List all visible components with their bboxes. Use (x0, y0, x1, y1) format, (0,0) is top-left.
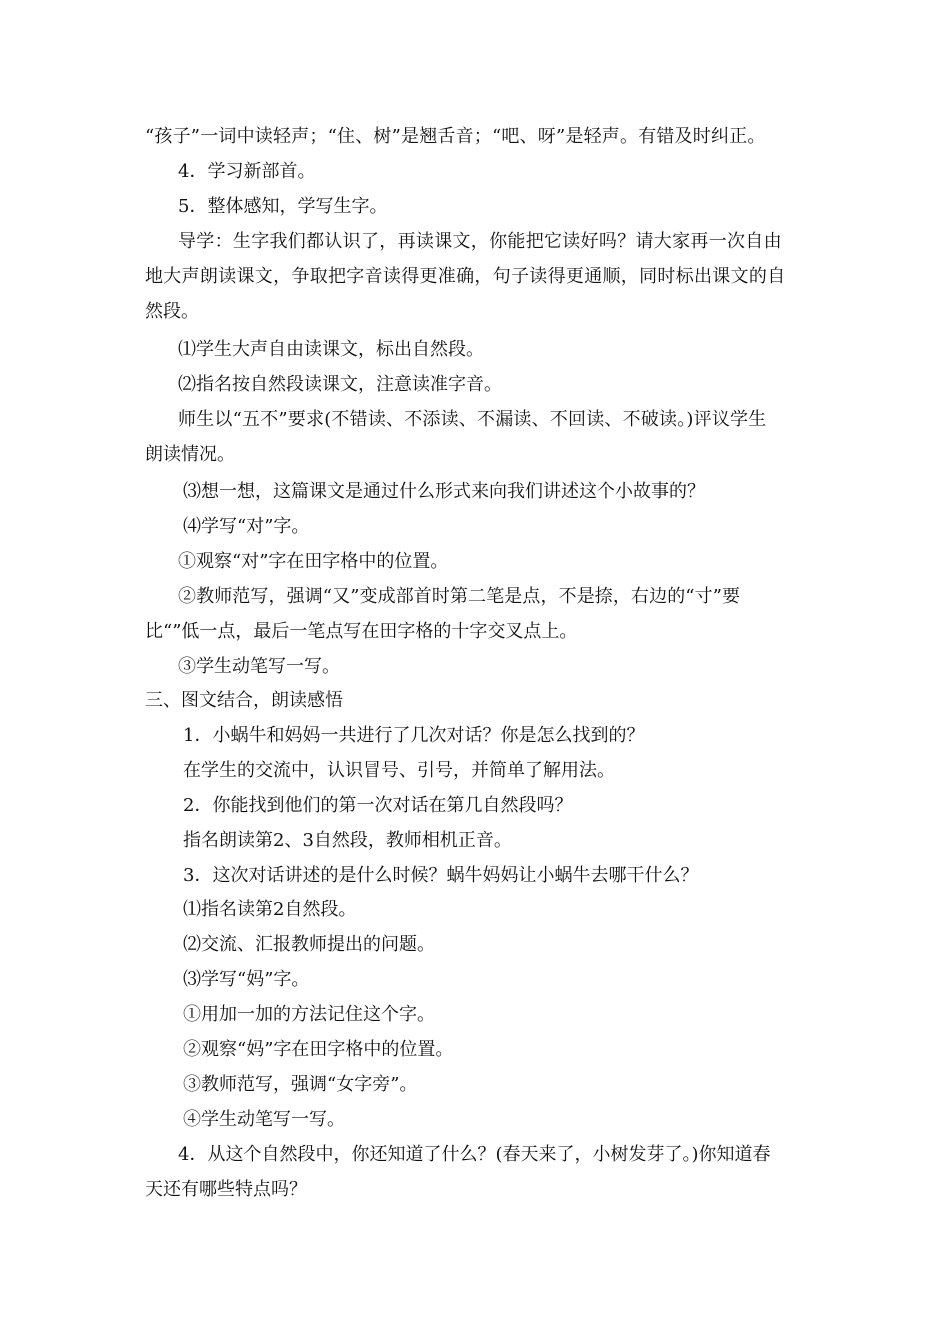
text-line: ①用加一加的方法记住这个字。 (183, 1004, 435, 1025)
text-line: “孩子”一词中读轻声；“住、树”是翘舌音；“吧、呀”是轻声。有错及时纠正。 (145, 126, 766, 147)
text-line: 然段。 (145, 301, 199, 322)
text-line: 5．整体感知，学写生字。 (178, 196, 388, 217)
text-line: ③教师范写，强调“女字旁”。 (183, 1074, 418, 1095)
text-line: 朗读情况。 (145, 444, 235, 465)
text-line: ⑶学写“妈”字。 (183, 969, 310, 990)
text-line: ②教师范写，强调“又”变成部首时第二笔是点，不是捺，右边的“寸”要 (178, 586, 741, 607)
text-line: 师生以“五不”要求(不错读、不添读、不漏读、不回读、不破读。)评议学生 (178, 409, 767, 430)
text-line: 2．你能找到他们的第一次对话在第几自然段吗？ (183, 795, 573, 816)
text-line: 在学生的交流中，认识冒号、引号，并简单了解用法。 (183, 760, 615, 781)
text-line: ⑶想一想，这篇课文是通过什么形式来向我们讲述这个小故事的？ (183, 481, 705, 502)
text-line: 比“”低一点，最后一笔点写在田字格的十字交叉点上。 (145, 621, 578, 642)
text-line: ②观察“妈”字在田字格中的位置。 (183, 1039, 454, 1060)
text-line: ⑴指名读第2自然段。 (183, 899, 357, 920)
text-line: 4．学习新部首。 (178, 161, 316, 182)
text-line: ⑴学生大声自由读课文，标出自然段。 (178, 339, 484, 360)
text-line: 导学：生字我们都认识了，再读课文，你能把它读好吗？请大家再一次自由 (178, 231, 782, 252)
text-line: ①观察“对”字在田字格中的位置。 (178, 551, 449, 572)
text-line: 天还有哪些特点吗？ (145, 1179, 307, 1200)
text-line: ⑵交流、汇报教师提出的问题。 (183, 934, 435, 955)
text-line: 1．小蜗牛和妈妈一共进行了几次对话？你是怎么找到的？ (183, 725, 645, 746)
text-line: ⑷学写“对”字。 (183, 516, 310, 537)
text-line: 3．这次对话讲述的是什么时候？蜗牛妈妈让小蜗牛去哪干什么？ (183, 865, 699, 886)
text-line: 4．从这个自然段中，你还知道了什么？(春天来了，小树发芽了。)你知道春 (178, 1144, 771, 1165)
text-line: ③学生动笔写一写。 (178, 656, 340, 677)
text-line: ⑵指名按自然段读课文，注意读准字音。 (178, 374, 502, 395)
text-line: 地大声朗读课文，争取把字音读得更准确，句子读得更通顺，同时标出课文的自 (145, 266, 786, 287)
text-line: 指名朗读第2、3自然段，教师相机正音。 (183, 830, 512, 851)
text-line: ④学生动笔写一写。 (183, 1109, 345, 1130)
section-heading: 三、图文结合，朗读感悟 (145, 690, 343, 711)
